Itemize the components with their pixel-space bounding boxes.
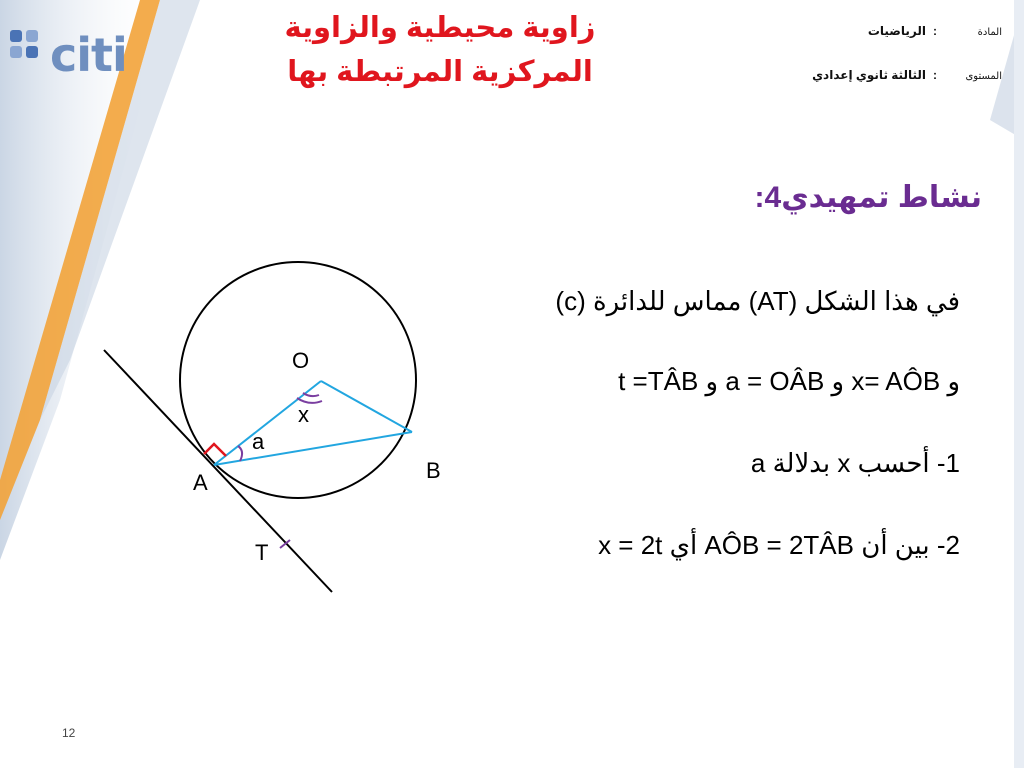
circle-c (180, 262, 416, 498)
page-number: 12 (62, 726, 76, 740)
title-line-1: زاوية محيطية والزاوية (284, 12, 596, 44)
statement-line-2: و x= AÔB و a = OÂB و t =TÂB (618, 366, 960, 396)
angle-x-arc-inner (303, 393, 319, 396)
logo-text: citi (50, 28, 127, 82)
question-1: 1- أحسب x بدلالة a (750, 448, 960, 478)
label-A: A (193, 470, 208, 495)
question-2: 2- بين أن AÔB = 2TÂB أي x = 2t (598, 530, 960, 560)
tangent-line-AT (104, 350, 332, 592)
label-O: O (292, 348, 310, 373)
statement-line-1: في هذا الشكل (AT) مماس للدائرة (c) (555, 286, 960, 316)
label-x: x (298, 402, 309, 427)
subject-label: المادة (977, 27, 1002, 38)
title-line-2: المركزية المرتبطة بها (287, 56, 593, 88)
level-value: الثالثة ثانوي إعدادي (812, 68, 926, 82)
angle-a-arc (238, 446, 242, 461)
segment-AB (214, 432, 412, 465)
label-T: T (255, 540, 269, 565)
label-B: B (426, 458, 441, 483)
level-separator: : (933, 68, 937, 82)
level-label: المستوى (965, 71, 1002, 82)
label-a: a (252, 429, 265, 454)
subject-separator: : (933, 24, 937, 38)
subject-value: الرياضيات (867, 24, 926, 38)
activity-heading: نشاط تمهيدي4: (754, 181, 982, 214)
segment-OB (321, 381, 412, 432)
